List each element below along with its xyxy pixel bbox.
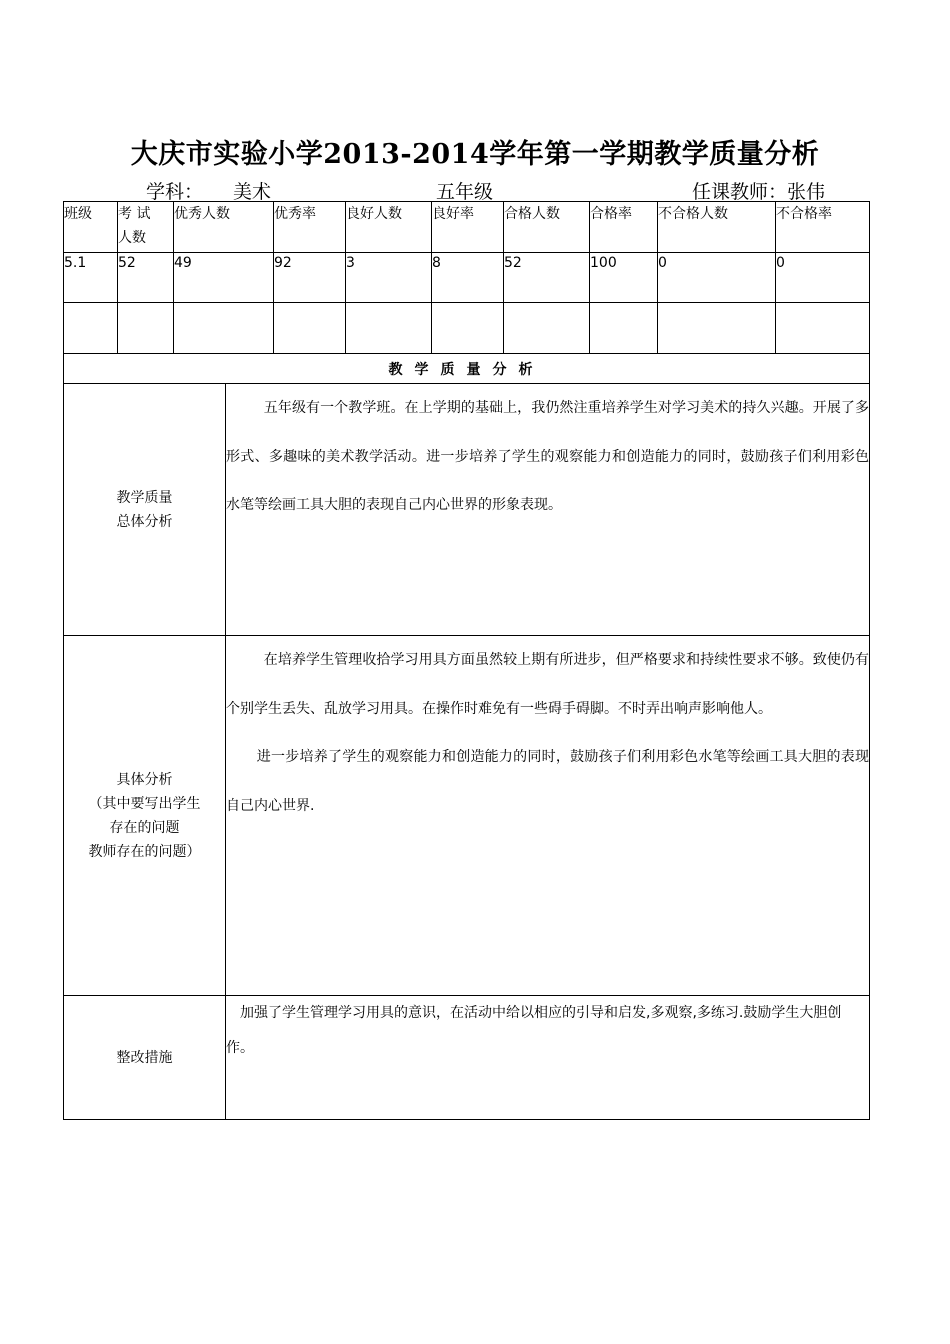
cell-empty <box>658 303 776 354</box>
teacher-label: 任课教师：张伟 <box>692 181 826 203</box>
cell-excellent-rate: 92 <box>274 253 346 303</box>
table-row <box>64 253 870 303</box>
overall-analysis-text: 五年级有一个教学班。在上学期的基础上，我仍然注重培养学生对学习美术的持久兴趣。开展了多形式、多趣味的美术教学活动。进一步培养了学生的观察能力和创造能力的同时，鼓励孩子们利用彩色水笔等绘画工具大胆的表现自己内心世界的形象表现。 <box>226 400 869 513</box>
quality-table <box>63 201 870 1120</box>
cell-empty <box>174 303 274 354</box>
specific-analysis-row <box>64 636 870 996</box>
measures-body <box>226 996 870 1120</box>
table-row <box>64 303 870 354</box>
header-cell-pass-rate: 合格率 <box>590 202 658 253</box>
specific-analysis-body <box>226 636 870 996</box>
document-title: 大庆市实验小学2013-2014学年第一学期教学质量分析 <box>130 139 820 170</box>
cell-fail-rate: 0 <box>776 253 870 303</box>
measures-row <box>64 996 870 1120</box>
header-cell-excellent-rate: 优秀率 <box>274 202 346 253</box>
cell-exam-count: 52 <box>118 253 174 303</box>
measures-text: 加强了学生管理学习用具的意识，在活动中给以相应的引导和启发,多观察,多练习.鼓励学生大胆创作。 <box>226 1005 842 1056</box>
header-cell-pass-count: 合格人数 <box>504 202 590 253</box>
overall-analysis-row <box>64 384 870 636</box>
header-cell-fail-rate: 不合格率 <box>776 202 870 253</box>
cell-fail-count: 0 <box>658 253 776 303</box>
specific-analysis-label-text: 具体分析 （其中要写出学生 存在的问题 教师存在的问题） <box>88 771 201 860</box>
cell-empty <box>590 303 658 354</box>
cell-class: 5.1 <box>64 253 118 303</box>
header-cell-class: 班级 <box>64 202 118 253</box>
subject-label: 学科： <box>146 181 204 203</box>
cell-excellent-count: 49 <box>174 253 274 303</box>
subject-value: 美术 <box>233 181 272 203</box>
cell-empty <box>776 303 870 354</box>
cell-empty <box>432 303 504 354</box>
header-cell-fail-count: 不合格人数 <box>658 202 776 253</box>
header-exam-count-text: 考 试 人数 <box>118 206 151 246</box>
cell-empty <box>64 303 118 354</box>
section-title-row <box>64 354 870 384</box>
specific-analysis-label <box>64 636 226 996</box>
header-cell-exam-count <box>118 202 174 253</box>
section-title: 教学质量分析 <box>64 354 870 384</box>
overall-analysis-body <box>226 384 870 636</box>
grade-label: 五年级 <box>436 181 494 203</box>
cell-good-count: 3 <box>346 253 432 303</box>
header-cell-excellent-count: 优秀人数 <box>174 202 274 253</box>
cell-pass-rate: 100 <box>590 253 658 303</box>
cell-empty <box>274 303 346 354</box>
overall-analysis-label <box>64 384 226 636</box>
cell-empty <box>346 303 432 354</box>
overall-analysis-label-text: 教学质量 总体分析 <box>116 489 173 530</box>
cell-empty <box>504 303 590 354</box>
header-cell-good-rate: 良好率 <box>432 202 504 253</box>
specific-analysis-paragraph-1: 在培养学生管理收拾学习用具方面虽然较上期有所进步，但严格要求和持续性要求不够。致使仍有个别学生丢失、乱放学习用具。在操作时难免有一些碍手碍脚。不时弄出响声影响他人。 <box>226 652 869 717</box>
header-row <box>64 202 870 253</box>
specific-analysis-paragraph-2: 进一步培养了学生的观察能力和创造能力的同时，鼓励孩子们利用彩色水笔等绘画工具大胆的表现自己内心世界. <box>226 749 869 814</box>
cell-pass-count: 52 <box>504 253 590 303</box>
cell-empty <box>118 303 174 354</box>
header-cell-good-count: 良好人数 <box>346 202 432 253</box>
measures-label: 整改措施 <box>64 996 226 1120</box>
cell-good-rate: 8 <box>432 253 504 303</box>
